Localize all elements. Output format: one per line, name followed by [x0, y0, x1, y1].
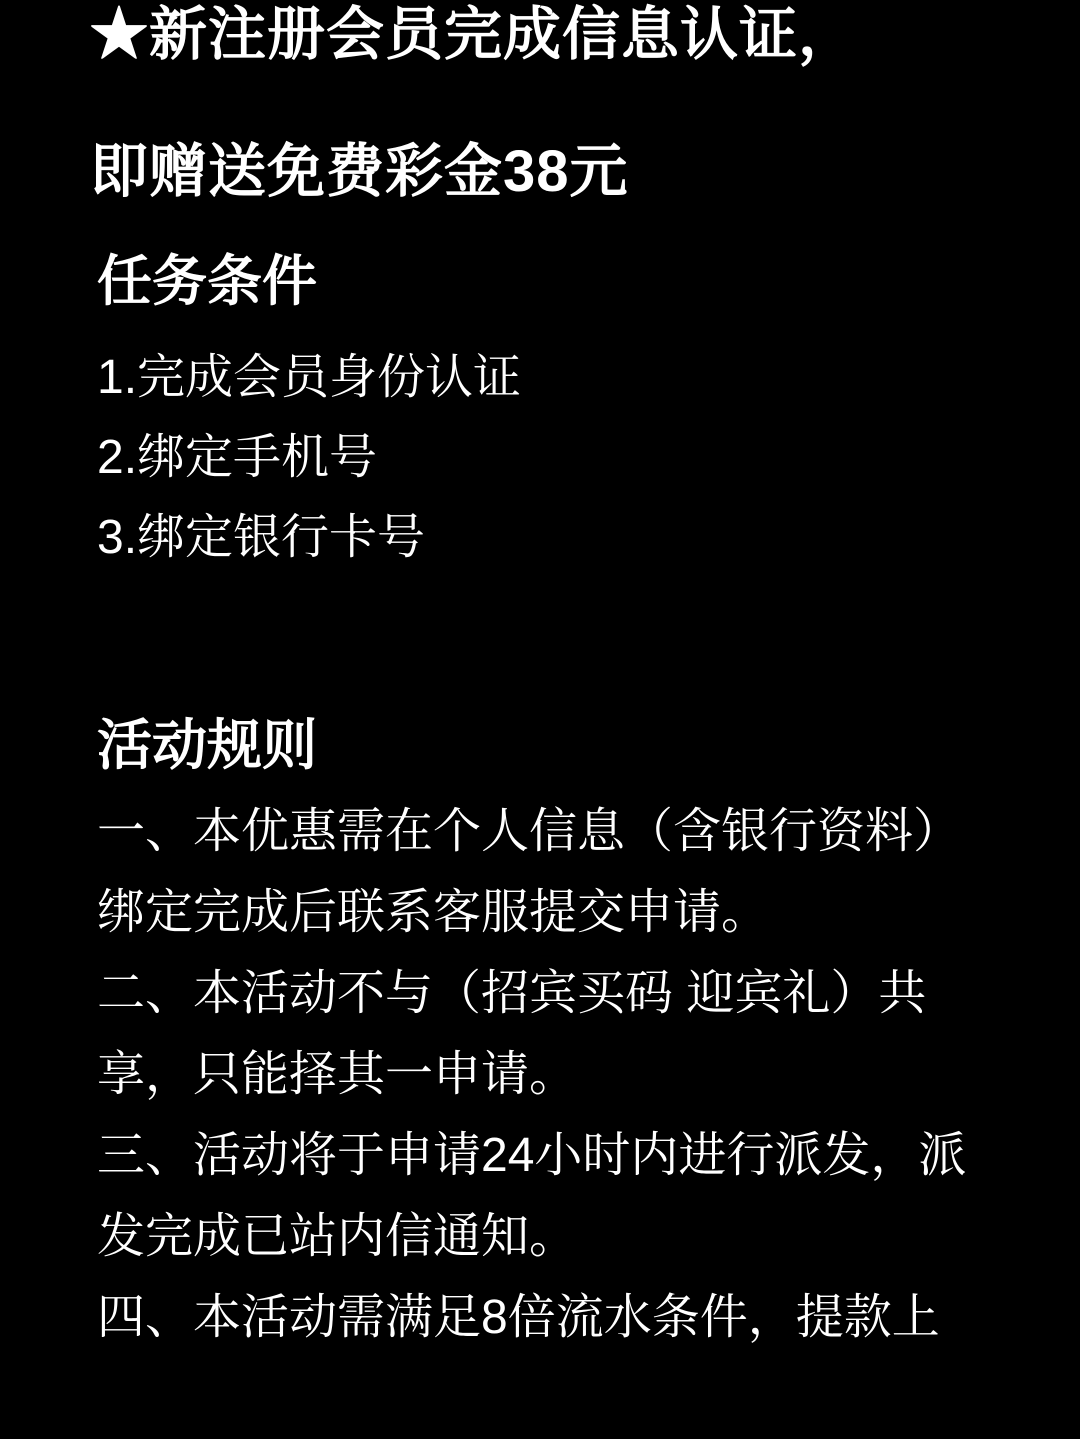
activity-rules-text [97, 791, 1040, 1358]
promo-title [90, 0, 1040, 240]
rule-line: 绑定完成后联系客服提交申请。 [97, 886, 770, 939]
task-condition-item: 1.完成会员身份认证 [97, 351, 522, 404]
task-conditions-heading: 任务条件 [97, 250, 318, 312]
promo-title-line-1: ★新注册会员完成信息认证， [90, 2, 858, 67]
rule-line: 三、活动将于申请24小时内进行派发，派 [97, 1129, 967, 1182]
rule-line: 享，只能择其一申请。 [97, 1048, 578, 1101]
rule-line: 四、本活动需满足8倍流水条件，提款上 [97, 1291, 940, 1344]
task-condition-item: 2.绑定手机号 [97, 431, 378, 484]
rule-line: 一、本优惠需在个人信息（含银行资料） [97, 805, 962, 858]
task-conditions-list [97, 338, 1040, 578]
rule-line: 发完成已站内信通知。 [97, 1210, 578, 1263]
promo-title-line-2: 即赠送免费彩金38元 [90, 139, 629, 204]
task-condition-item: 3.绑定银行卡号 [97, 511, 426, 564]
rule-line: 二、本活动不与（招宾买码 迎宾礼）共 [97, 967, 927, 1020]
activity-rules-heading: 活动规则 [97, 714, 318, 776]
